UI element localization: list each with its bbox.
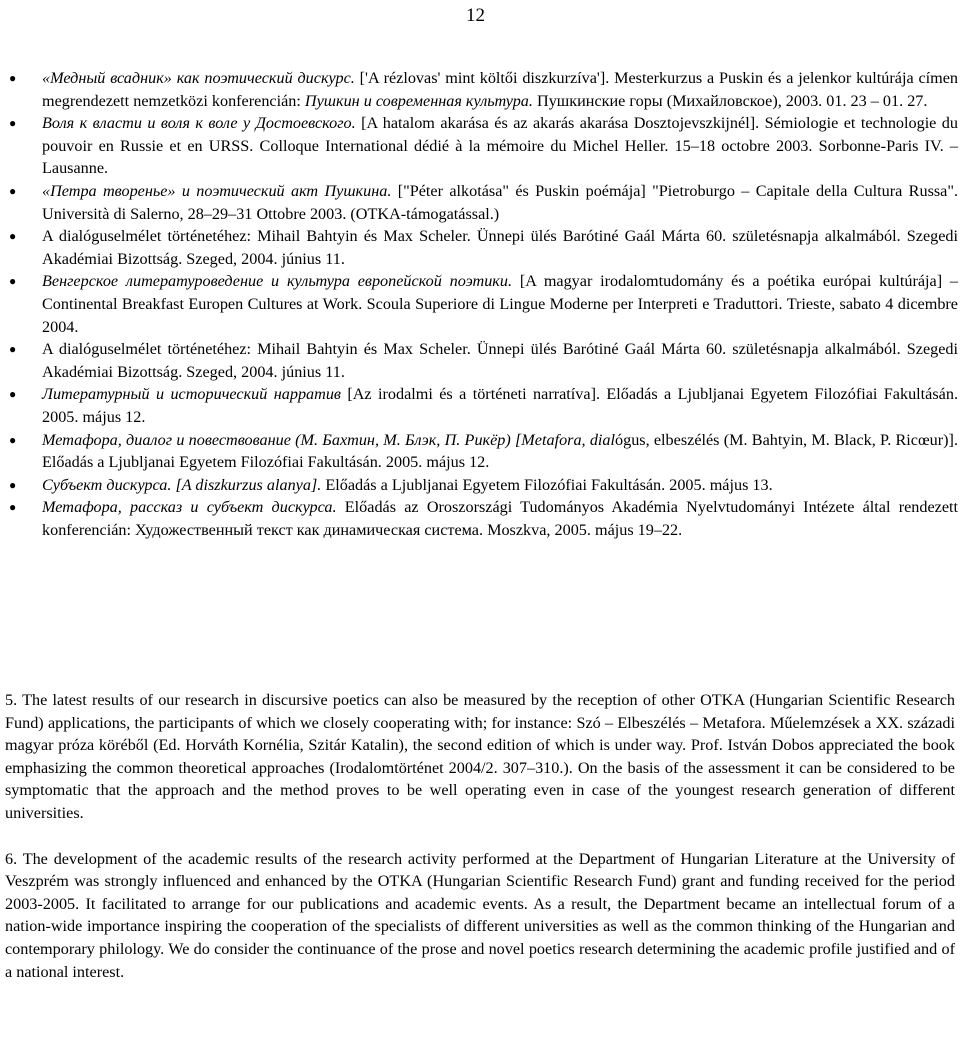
- publication-item: [9, 67, 958, 112]
- bullet-icon: ●: [9, 432, 17, 447]
- publication-title: «Медный всадник» как поэтический дискурс.: [42, 69, 355, 87]
- bullet-icon: ●: [9, 477, 17, 492]
- paragraph-5: 5. The latest results of our research in discursive poetics can also be measured by the reception of other OTKA (Hungarian Scientific Research Fund) applications, the participants of which we closely cooperating with; for instance: Szó – Elbeszélés – Metafora. Műelemzések a XX. századi magyar próza köréből (Ed. Horváth Kornélia, Szitár Katalin), the second edition of which is under way. Prof. István Dobos appreciated the book emphasizing the common theoretical approaches (Irodalomtörténet 2004/2. 307–310.). On the basis of the assessment it can be considered to be symptomatic that the approach and the method proves to be well operating even in case of the youngest research generation of different universities.: [5, 691, 955, 822]
- bullet-icon: ●: [9, 183, 17, 198]
- body-text: [5, 689, 955, 1006]
- bullet-icon: ●: [9, 500, 17, 515]
- bullet-icon: ●: [9, 116, 17, 131]
- publication-item: [9, 474, 958, 497]
- publication-details-secondary: Пушкинские горы (Михайловское), 2003. 01. 23 – 01. 27.: [532, 91, 928, 110]
- publication-title: Литературный и исторический нарратив: [42, 385, 341, 404]
- publication-item: [9, 112, 958, 180]
- publication-title: «Петра творенье» и поэтический акт Пушкина.: [42, 181, 392, 200]
- publication-details: [A hatalom akarása és az akarás akarása Dosztojevszkijnél]. Sémiologie et technologie du pouvoir en Russie et en URSS. Colloque International dédié à la mémoire du Michel Heller. 15–18 octobre 2003. Sorbonne-Paris IV. – Lausanne.: [42, 114, 958, 178]
- bullet-icon: ●: [9, 387, 17, 402]
- publication-item: [9, 429, 958, 474]
- publication-item: [9, 383, 958, 428]
- publication-details: [Az irodalmi és a történeti narratíva]. Előadás a Ljubljanai Egyetem Filozófiai Fakultásán. 2005. május 12.: [42, 385, 958, 426]
- publication-details: Előadás a Ljubljanai Egyetem Filozófiai Fakultásán. 2005. május 13.: [321, 475, 773, 494]
- publication-title: Венгерское литературоведение и культура европейской поэтики.: [42, 272, 513, 291]
- bullet-icon: ●: [9, 342, 17, 357]
- publication-details: ['A rézlovas' mint költői diszkurzíva']. Mesterkurzus a Puskin és a jelenkor kultúrája címen megrendezett nemzetközi konferencián:: [42, 69, 958, 110]
- publication-title: Воля к власти и воля к воле у Достоевского.: [42, 114, 356, 133]
- publication-item: [9, 225, 958, 270]
- bullet-icon: ●: [9, 274, 17, 289]
- bullet-icon: ●: [9, 229, 17, 244]
- publication-title: Метафора, рассказ и субъект дискурса.: [42, 498, 337, 517]
- publication-item: [9, 338, 958, 383]
- publication-item: [9, 496, 959, 541]
- publication-details: ["Péter alkotása" és Puskin poémája] "Pietroburgo – Capitale della Cultura Russa". Università di Salerno, 28–29–31 Ottobre 2003. (OTKA-támogatással.): [42, 181, 959, 223]
- publication-details: A dialóguselmélet történetéhez: Mihail Bahtyin és Max Scheler. Ünnepi ülés Barótiné Gaál Márta 60. születésnapja alkalmából. Szegedi Akadémiai Bizottság. Szeged, 2004. június 11.: [42, 227, 958, 268]
- publication-details: ógus, elbeszélés (M. Bahtyin, M. Black, P. Ricœur)]. Előadás a Ljubljanai Egyetem Filozófiai Fakultásán. 2005. május 12.: [42, 430, 958, 472]
- paragraph-6: 6. The development of the academic results of the research activity performed at the Department of Hungarian Literature at the University of Veszprém was strongly influenced and enhanced by the OTKA (Hungarian Scientific Research Fund) grant and funding received for the period 2003-2005. It facilitated to arrange for our publications and academic events. As a result, the Department became an intellectual forum of a nation-wide importance inspiring the cooperation of the specialists of different universities as well as the common thinking of the Hungarian and contemporary philology. We do consider the continuance of the prose and novel poetics research determining the academic profile justified and of a national interest.: [5, 849, 955, 981]
- publication-title-secondary: Пушкин и современная культура.: [304, 91, 533, 110]
- page-number: 12: [466, 5, 485, 26]
- bullet-icon: ●: [9, 71, 17, 85]
- publication-details: [A magyar irodalomtudomány és a poétika európai kultúrája] – Continental Breakfast Europen Cultures at Work. Scoula Superiore di Lingue Moderne per Interpreti e Traduttori. Trieste, sabato 4 dicembre 2004.: [42, 272, 958, 336]
- publication-details: A dialóguselmélet történetéhez: Mihail Bahtyin és Max Scheler. Ünnepi ülés Barótiné Gaál Márta 60. születésnapja alkalmából. Szegedi Akadémiai Bizottság. Szeged, 2004. június 11.: [42, 340, 958, 381]
- publication-item: [9, 180, 959, 225]
- publication-title: Метафора, диалог и повествование (М. Бахтин, М. Блэк, П. Рикёр) [Metafora, dial: [42, 430, 616, 449]
- publication-list: [9, 67, 959, 541]
- publication-title: Субъект дискурса. [A diszkurzus alanya].: [42, 475, 322, 494]
- publication-details: Előadás az Oroszországi Tudományos Akadémia Nyelvtudományi Intézete által rendezett konferencián: Художественный текст как динамическая система. Moszkva, 2005. május 19–22.: [42, 498, 959, 539]
- publication-item: [9, 270, 958, 338]
